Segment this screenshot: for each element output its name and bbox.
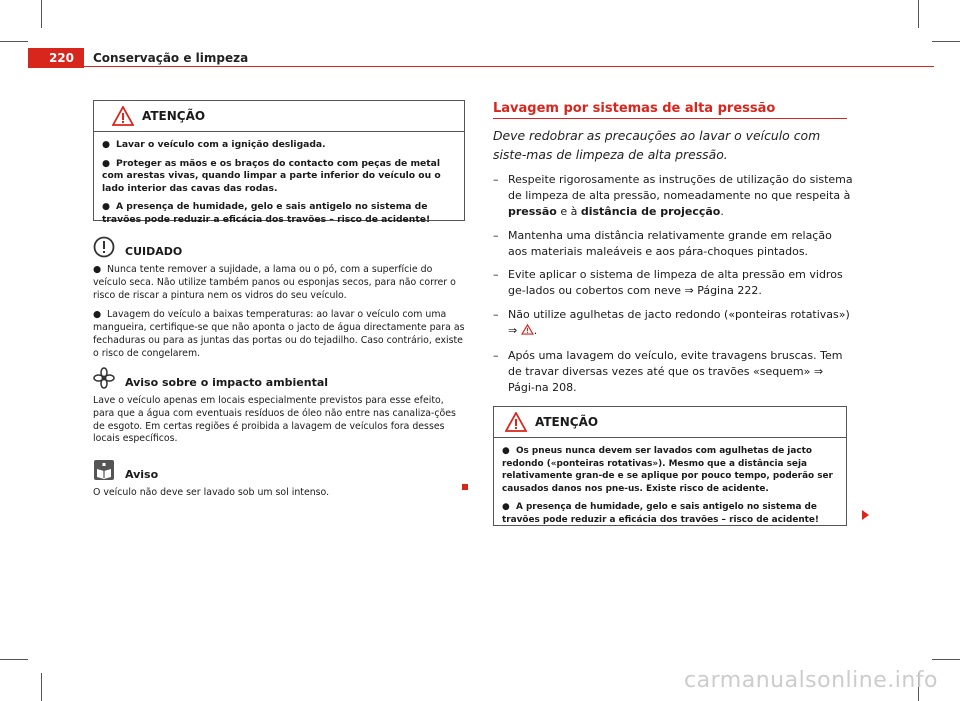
list-item: – Respeite rigorosamente as instruções de utilização do sistema de limpeza de alta pressão, nomeadamente no que respeita à pressão e à distância de projecção. xyxy=(493,173,853,218)
warning-triangle-icon xyxy=(112,106,134,126)
warning-item: ● A presença de humidade, gelo e sais antigelo no sistema de travões pode reduzir a eficácia dos travões – risco de acidente! xyxy=(102,201,431,225)
dash: – xyxy=(493,349,499,362)
note-header xyxy=(93,457,465,483)
dash: – xyxy=(493,229,499,242)
crop-mark xyxy=(0,41,28,42)
warning-triangle-icon xyxy=(521,324,534,335)
section-rule xyxy=(493,118,847,119)
bullet: ● xyxy=(502,502,510,512)
flower-icon xyxy=(93,367,115,389)
dash: – xyxy=(493,173,499,186)
caution-icon xyxy=(93,236,115,258)
crop-mark xyxy=(932,41,960,42)
warning-item: ● Lavar o veículo com a ignição desligada. xyxy=(102,139,326,150)
header-rule xyxy=(84,66,934,67)
caution-item: ● Lavagem do veículo a baixas temperaturas: ao lavar o veículo com uma mangueira, certifique-se que não aponta o jacto de água directamente para as fechaduras ou para as juntas das portas ou do tejadilho. Caso contrário, existe o risco de congelarem. xyxy=(93,309,465,359)
continue-arrow-icon xyxy=(862,510,869,520)
crop-mark xyxy=(0,659,28,660)
warning-triangle-icon xyxy=(505,412,527,432)
warning-title: ATENÇÃO xyxy=(535,415,599,429)
warning-header xyxy=(94,101,464,132)
warning-item: ● A presença de humidade, gelo e sais antigelo no sistema de travões pode reduzir a eficácia dos travões – risco de acidente! xyxy=(502,502,819,525)
warning-item: ● Proteger as mãos e os braços do contacto com peças de metal com arestas vivas, quando limpar a parte inferior do veículo ou o lado interior das cavas das rodas. xyxy=(102,157,441,194)
environment-title: Aviso sobre o impacto ambiental xyxy=(125,375,329,389)
environment-text: Lave o veículo apenas em locais especialmente previstos para esse efeito, para que a água com eventuais resíduos de óleo não entre nas canaliza-ções de esgoto. Em certas regiões é proibida a lavagem de veículos fora desses locais específicos. xyxy=(93,395,456,445)
warning-item: ● Os pneus nunca devem ser lavados com agulhetas de jacto redondo («ponteiras rotativas»). Mesmo que a distância seja relativamente gran-de e se aplique por pouco tempo, poderão ser causados danos nos pne-us. Existe risco de acidente. xyxy=(502,446,833,494)
watermark: carmanualsonline.info xyxy=(684,668,938,693)
warning-box xyxy=(93,100,465,225)
end-marker xyxy=(462,484,468,490)
list-item: – Evite aplicar o sistema de limpeza de alta pressão em vidros ge-lados ou cobertos com neve ⇒ Página 222. xyxy=(493,268,843,297)
section-title: Lavagem por sistemas de alta pressão xyxy=(493,101,776,116)
note-notice xyxy=(93,457,465,500)
dash: – xyxy=(493,268,499,281)
warning-box xyxy=(493,406,847,526)
caution-notice xyxy=(93,234,465,361)
bullet: ● xyxy=(502,446,510,456)
bullet: ● xyxy=(102,139,111,150)
bullet: ● xyxy=(102,157,111,169)
note-title: Aviso xyxy=(125,467,159,481)
chapter-title: Conservação e limpeza xyxy=(93,51,249,65)
bullet: ● xyxy=(102,201,111,212)
crop-mark xyxy=(918,0,919,28)
list-item: – Após uma lavagem do veículo, evite travagens bruscas. Tem de travar diversas vezes até que os travões «sequem» ⇒ Pági-na 208. xyxy=(493,349,843,394)
dash: – xyxy=(493,308,499,321)
crop-mark xyxy=(932,659,960,660)
crop-mark xyxy=(41,673,42,701)
list-item: – Mantenha uma distância relativamente grande em relação aos materiais maleáveis e aos pára-choques pintados. xyxy=(493,229,832,258)
warning-title: ATENÇÃO xyxy=(142,109,206,123)
note-text: O veículo não deve ser lavado sob um sol intenso. xyxy=(93,487,330,498)
warning-header xyxy=(494,407,846,438)
caution-item: ● Nunca tente remover a sujidade, a lama ou o pó, com a superfície do veículo seca. Não utilize também panos ou esponjas secos, para não correr o risco de riscar a pintura nem os vidros do seu veículo. xyxy=(93,264,456,301)
crop-mark xyxy=(41,0,42,28)
environment-notice xyxy=(93,365,465,446)
bullet: ● xyxy=(93,309,102,321)
environment-header xyxy=(93,365,465,391)
section-intro: Deve redobrar as precauções ao lavar o veículo com siste-mas de limpeza de alta pressão. xyxy=(493,128,821,162)
list-item: – Não utilize agulhetas de jacto redondo («ponteiras rotativas») ⇒ . xyxy=(493,308,850,337)
caution-title: CUIDADO xyxy=(125,244,183,258)
page-number: 220 xyxy=(28,48,84,68)
bullet: ● xyxy=(93,264,102,275)
caution-header xyxy=(93,234,465,260)
info-book-icon xyxy=(93,459,115,481)
